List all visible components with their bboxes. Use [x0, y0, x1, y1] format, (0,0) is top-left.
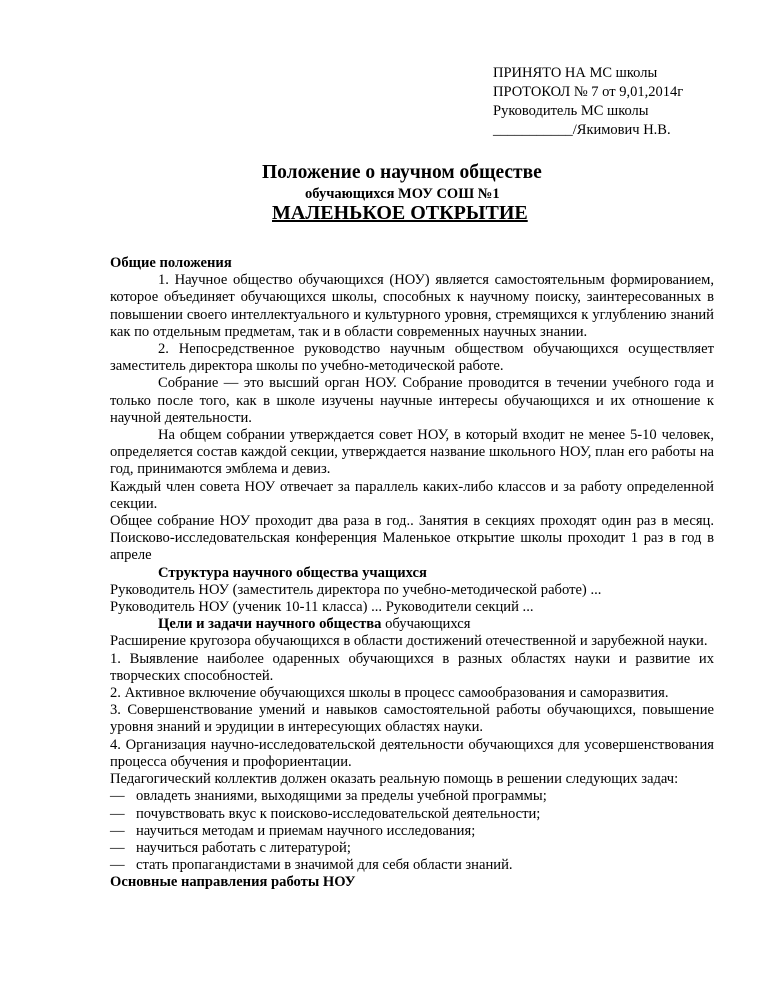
dash-marker: — — [110, 805, 125, 822]
dash-marker: — — [110, 822, 125, 839]
goal-item: 4. Организация научно-исследовательской деятельности обучающихся для усовершенствования процесса обучения и профориентации. — [110, 736, 714, 770]
list-item — [110, 840, 714, 857]
list-item-text: научиться методам и приемам научного исследования; — [136, 822, 476, 839]
approval-position-line: Руководитель МС школы — [493, 103, 649, 119]
paragraph: 2. Непосредственное руководство научным обществом обучающихся осуществляет заместитель директора школы по учебно-методической работе. — [110, 341, 714, 375]
paragraph: Расширение кругозора обучающихся в области достижений отечественной и зарубежной науки. — [110, 633, 708, 650]
approval-protocol-line: ПРОТОКОЛ № 7 от 9,01,2014г — [493, 84, 684, 100]
structure-line: Руководитель НОУ (заместитель директора по учебно-методической работе) ... — [110, 581, 602, 598]
list-item-text: овладеть знаниями, выходящими за пределы учебной программы; — [136, 788, 547, 805]
task-list — [110, 788, 714, 874]
list-item — [110, 788, 714, 805]
structure-line: Руководитель НОУ (ученик 10-11 класса) ... Руководители секций ... — [110, 599, 534, 616]
goal-item: 2. Активное включение обучающихся школы в процесс самообразования и саморазвития. — [110, 685, 669, 702]
paragraph: Педагогический коллектив должен оказать реальную помощь в решении следующих задач: — [110, 771, 679, 788]
goal-item: 1. Выявление наиболее одаренных обучающихся в разных областях науки и развитие их творческих способностей. — [110, 650, 714, 684]
paragraph: Каждый член совета НОУ отвечает за параллель каких-либо классов и за работу определенной секции. — [110, 478, 714, 512]
approval-signature-line: ___________/Якимович Н.В. — [493, 122, 671, 138]
section-heading-structure — [110, 565, 714, 582]
section-heading-goals — [110, 616, 714, 633]
list-item — [110, 857, 714, 874]
list-item-text: стать пропагандистами в значимой для себя области знаний. — [136, 857, 513, 874]
dash-marker: — — [110, 857, 125, 874]
list-item-text: научиться работать с литературой; — [136, 839, 351, 856]
document-body — [110, 255, 714, 892]
list-item-text: почувствовать вкус к поисково-исследовательской деятельности; — [136, 805, 541, 822]
list-item — [110, 823, 714, 840]
dash-marker: — — [110, 788, 125, 805]
section-heading-structure-text: Структура научного общества учащихся — [158, 564, 427, 581]
paragraph: Общее собрание НОУ проходит два раза в год.. Занятия в секциях проходят один раз в месяц. Поисково-исследовательская конференция Маленькое открытие школы проходит 1 раз в год в апреле — [110, 513, 714, 564]
section-heading-goals-rest: обучающихся — [381, 616, 471, 633]
paragraph: На общем собрании утверждается совет НОУ, в который входит не менее 5-10 человек, определяется состав каждой секции, утверждается название школьного НОУ, план его работы на год, принимаются эмблема и девиз. — [110, 427, 714, 478]
dash-marker: — — [110, 839, 125, 856]
paragraph: Собрание — это высший орган НОУ. Собрание проводится в течении учебного года и только после того, как в школе изучены научные интересы обучающихся и их отношение к научной деятельности. — [110, 375, 714, 426]
goal-item: 3. Совершенствование умений и навыков самостоятельной работы обучающихся, повышение уровня знаний и эрудиции в интересующих областях науки. — [110, 702, 714, 736]
section-heading-general: Общие положения — [110, 255, 232, 271]
approval-line: ПРИНЯТО НА МС школы — [493, 65, 658, 81]
section-heading-directions: Основные направления работы НОУ — [110, 874, 356, 891]
document-title: Положение о научном обществе — [262, 162, 542, 183]
document-subtitle: обучающихся МОУ СОШ №1 — [305, 186, 500, 202]
section-heading-goals-bold: Цели и задачи научного общества — [158, 616, 382, 633]
paragraph: 1. Научное общество обучающихся (НОУ) является самостоятельным формированием, которое объединяет обучающихся школы, способных к научному поиску, заинтересованных в повышении своего интеллектуального и культурного уровня, стремящихся к углублению знаний как по отдельным предметам, так и в области современных научных знании. — [110, 272, 714, 340]
list-item — [110, 806, 714, 823]
society-name: МАЛЕНЬКОЕ ОТКРЫТИЕ — [272, 202, 528, 224]
approval-stamp — [493, 64, 683, 140]
